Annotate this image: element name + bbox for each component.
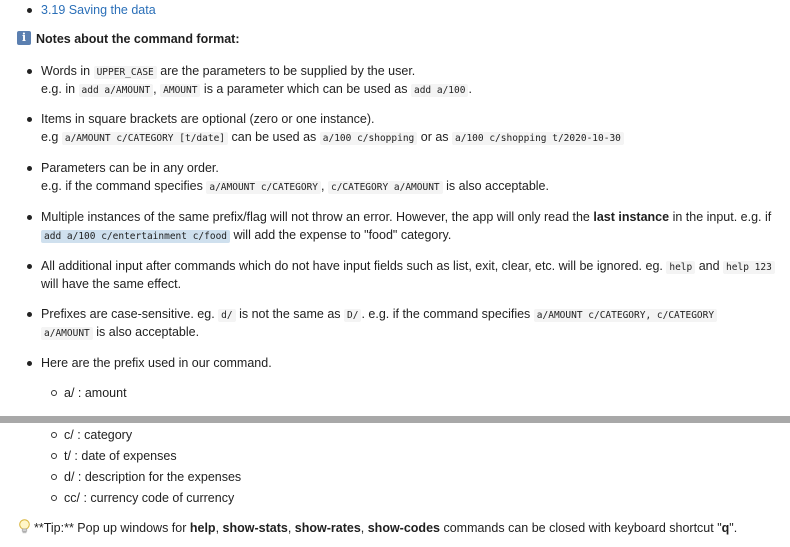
- toc-entry: [41, 1, 156, 19]
- note-1-line-2: e.g. in add a/AMOUNT , AMOUNT is a parameter which can be used as add a/100 .: [41, 82, 472, 96]
- prefix-item: d/ : description for the expenses: [64, 470, 242, 484]
- note-3-line-2: e.g. if the command specifies a/AMOUNT c/CATEGORY , c/CATEGORY a/AMOUNT is also acceptable.: [41, 179, 549, 193]
- bullet: [27, 264, 32, 269]
- note-7-line-1: Here are the prefix used in our command.: [41, 356, 272, 370]
- bullet: [27, 166, 32, 171]
- bullet: [27, 8, 32, 13]
- notes-title: Notes about the command format:: [36, 32, 240, 46]
- bullet: [27, 117, 32, 122]
- sub-bullet: [51, 453, 57, 459]
- code-snippet: help 123: [723, 261, 775, 274]
- sub-bullet: [51, 432, 57, 438]
- code-snippet: a/100 c/shopping t/2020-10-30: [452, 132, 624, 145]
- note-5-line-1: All additional input after commands which do not have input fields such as list, exit, clear, etc. will be ignored. eg. help and help 123: [41, 257, 775, 277]
- note-1-line-1: Words in UPPER_CASE are the parameters to be supplied by the user.: [41, 64, 416, 78]
- code-snippet: a/AMOUNT c/CATEGORY: [206, 181, 321, 194]
- prefix-item: t/ : date of expenses: [64, 449, 177, 463]
- bullet: [27, 312, 32, 317]
- sub-bullet: [51, 495, 57, 501]
- bullet: [27, 361, 32, 366]
- note-6-line-1: Prefixes are case-sensitive. eg. d/ is not the same as D/ . e.g. if the command specifies a/AMOUNT c/CATEGORY, c/CATEGORY: [41, 305, 717, 325]
- bullet: [27, 69, 32, 74]
- code-snippet: help: [666, 261, 695, 274]
- note-4-line-2: add a/100 c/entertainment c/food will add the expense to "food" category.: [41, 226, 451, 246]
- code-snippet: c/CATEGORY a/AMOUNT: [328, 181, 443, 194]
- note-4-line-1: Multiple instances of the same prefix/flag will not throw an error. However, the app will only read the last instance in the input. e.g. if: [41, 210, 772, 224]
- code-snippet: AMOUNT: [160, 84, 200, 97]
- code-snippet: a/100 c/shopping: [320, 132, 418, 145]
- sub-bullet: [51, 390, 57, 396]
- toc-link-saving-data[interactable]: 3.19 Saving the data: [41, 3, 156, 17]
- page-divider: [0, 416, 790, 423]
- prefix-item: a/ : amount: [64, 386, 127, 400]
- code-snippet: D/: [344, 309, 361, 322]
- lightbulb-icon: [19, 519, 30, 535]
- info-icon: i: [17, 31, 31, 45]
- code-snippet: UPPER_CASE: [94, 66, 157, 79]
- prefix-item: c/ : category: [64, 428, 133, 442]
- note-2-line-2: e.g a/AMOUNT c/CATEGORY [t/date] can be used as a/100 c/shopping or as a/100 c/shopping t/2020-10-30: [41, 128, 624, 148]
- highlighted-code-snippet: add a/100 c/entertainment c/food: [41, 230, 230, 243]
- code-snippet: add a/100: [411, 84, 468, 97]
- note-6-line-2: a/AMOUNT is also acceptable.: [41, 323, 199, 343]
- bullet: [27, 215, 32, 220]
- code-snippet: add a/AMOUNT: [79, 84, 154, 97]
- prefix-item: cc/ : currency code of currency: [64, 491, 235, 505]
- code-snippet: d/: [218, 309, 235, 322]
- code-snippet: a/AMOUNT: [41, 327, 93, 340]
- code-snippet: a/AMOUNT c/CATEGORY [t/date]: [62, 132, 228, 145]
- code-snippet: a/AMOUNT c/CATEGORY, c/CATEGORY: [534, 309, 717, 322]
- sub-bullet: [51, 474, 57, 480]
- note-2-line-1: Items in square brackets are optional (zero or one instance).: [41, 112, 375, 126]
- tip-text: **Tip:** Pop up windows for help, show-stats, show-rates, show-codes commands can be closed with keyboard shortcut "q".: [34, 521, 738, 535]
- note-5-line-2: will have the same effect.: [41, 277, 182, 291]
- note-3-line-1: Parameters can be in any order.: [41, 161, 219, 175]
